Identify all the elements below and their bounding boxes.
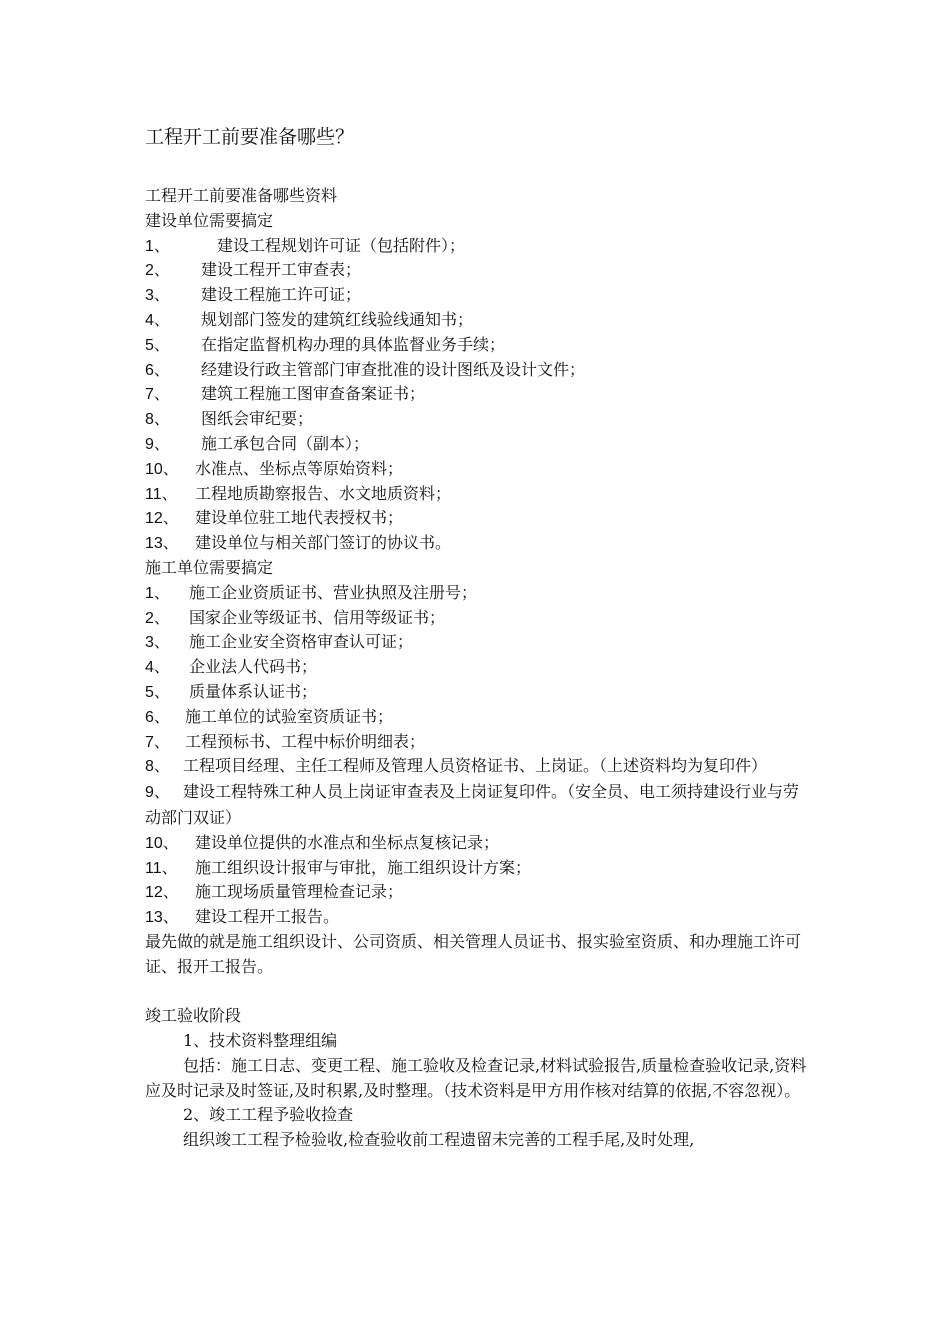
item-number: 2、 xyxy=(145,609,170,627)
list-item xyxy=(145,730,810,755)
item-number: 6、 xyxy=(145,361,170,379)
list-item xyxy=(145,283,810,308)
item-text: 图纸会审纪要； xyxy=(201,409,314,429)
item-text: 施工企业资质证书、营业执照及注册号； xyxy=(189,582,478,602)
item-number: 11、 xyxy=(145,485,178,503)
list-item xyxy=(145,606,810,631)
list-item xyxy=(145,308,810,333)
item-number: 9、 xyxy=(145,784,170,802)
item-number: 7、 xyxy=(145,386,170,404)
item-number: 7、 xyxy=(145,733,170,751)
item-text: 在指定监督机构办理的具体监督业务手续； xyxy=(201,334,506,354)
list-item xyxy=(145,780,810,831)
item-text: 施工组织设计报审与审批，施工组织设计方案； xyxy=(195,857,532,877)
owner-list xyxy=(145,234,810,556)
intro-line: 工程开工前要准备哪些资料 xyxy=(145,186,338,205)
list-item xyxy=(145,234,810,259)
item-number: 12、 xyxy=(145,884,179,902)
item-text: 水准点、坐标点等原始资料； xyxy=(195,458,404,478)
item-text: 工程地质勘察报告、水文地质资料； xyxy=(195,483,452,503)
list-item xyxy=(145,856,810,881)
item-text: 建设工程开工审查表； xyxy=(201,260,362,280)
item-text: 规划部门签发的建筑红线验线通知书； xyxy=(201,309,474,329)
item-number: 4、 xyxy=(145,311,170,329)
list-item xyxy=(145,333,810,358)
item-text: 国家企业等级证书、信用等级证书； xyxy=(189,607,446,627)
item-text: 企业法人代码书； xyxy=(189,657,318,677)
completion-step-1-title: 1、技术资料整理组编 xyxy=(183,1031,338,1051)
list-item xyxy=(145,358,810,383)
item-number: 10、 xyxy=(145,460,179,478)
contractor-heading: 施工单位需要搞定 xyxy=(145,557,274,577)
item-text: 建筑工程施工图审查备案证书； xyxy=(201,384,426,404)
item-number: 3、 xyxy=(145,287,170,305)
item-text: 施工单位的试验室资质证书； xyxy=(185,706,394,726)
item-text: 施工承包合同（副本）； xyxy=(201,433,370,453)
completion-step-2-text: 组织竣工工程予检验收,检查验收前工程遗留未完善的工程手尾,及时处理, xyxy=(183,1130,695,1150)
spacer xyxy=(145,980,810,1005)
list-item xyxy=(145,831,810,856)
item-text: 施工现场质量管理检查记录； xyxy=(195,882,404,902)
list-item xyxy=(145,258,810,283)
list-item xyxy=(145,432,810,457)
document-body xyxy=(145,184,810,1153)
list-item xyxy=(145,705,810,730)
owner-heading: 建设单位需要搞定 xyxy=(145,210,274,230)
item-number: 10、 xyxy=(145,834,179,852)
item-text: 施工企业安全资格审查认可证； xyxy=(189,632,414,652)
contractor-list xyxy=(145,581,810,930)
item-number: 6、 xyxy=(145,708,170,726)
item-number: 12、 xyxy=(145,510,179,528)
list-item xyxy=(145,880,810,905)
item-text: 建设工程特殊工种人员上岗证审查表及上岗证复印件。（安全员、电工须持建设行业与劳动部门双证） xyxy=(145,782,800,827)
list-item xyxy=(145,482,810,507)
item-number: 1、 xyxy=(145,584,170,602)
item-text: 工程项目经理、主任工程师及管理人员资格证书、上岗证。（上述资料均为复印件） xyxy=(183,756,768,776)
item-number: 8、 xyxy=(145,411,170,429)
item-number: 13、 xyxy=(145,909,179,927)
item-number: 8、 xyxy=(145,758,170,776)
item-number: 4、 xyxy=(145,659,170,677)
item-number: 3、 xyxy=(145,634,170,652)
item-number: 1、 xyxy=(145,237,170,255)
item-number: 11、 xyxy=(145,859,178,877)
list-item xyxy=(145,680,810,705)
item-number: 13、 xyxy=(145,535,179,553)
list-item xyxy=(145,457,810,482)
item-text: 建设单位与相关部门签订的协议书。 xyxy=(195,533,452,553)
item-number: 5、 xyxy=(145,683,170,701)
item-number: 9、 xyxy=(145,435,170,453)
list-item xyxy=(145,905,810,930)
item-text: 建设工程施工许可证； xyxy=(201,285,362,305)
item-text: 工程预标书、工程中标价明细表； xyxy=(185,731,426,751)
list-item xyxy=(145,407,810,432)
list-item xyxy=(145,655,810,680)
item-text: 经建设行政主管部门审查批准的设计图纸及设计文件； xyxy=(201,359,586,379)
item-text: 建设单位驻工地代表授权书； xyxy=(195,508,404,528)
item-number: 5、 xyxy=(145,336,170,354)
item-text: 质量体系认证书； xyxy=(189,681,318,701)
item-number: 2、 xyxy=(145,262,170,280)
list-item xyxy=(145,531,810,556)
item-text: 建设工程规划许可证（包括附件）； xyxy=(217,235,466,255)
list-item xyxy=(145,754,810,780)
completion-heading: 竣工验收阶段 xyxy=(145,1006,242,1026)
completion-step-1-text: 包括：施工日志、变更工程、施工验收及检查记录,材料试验报告,质量检查验收记录,资料应及时记录及时签证,及时积累,及时整理。（技术资料是甲方用作核对结算的依据,不容忽视）。 xyxy=(145,1055,807,1100)
summary-paragraph: 最先做的就是施工组织设计、公司资质、相关管理人员证书、报实验室资质、和办理施工许可证、报开工报告。 xyxy=(145,931,802,976)
list-item xyxy=(145,581,810,606)
list-item xyxy=(145,506,810,531)
completion-step-2-title: 2、竣工工程予验收捡查 xyxy=(183,1105,354,1125)
item-text: 建设工程开工报告。 xyxy=(195,907,340,927)
item-text: 建设单位提供的水准点和坐标点复核记录； xyxy=(195,832,500,852)
list-item xyxy=(145,630,810,655)
page-title: 工程开工前要准备哪些？ xyxy=(145,126,355,148)
list-item xyxy=(145,382,810,407)
